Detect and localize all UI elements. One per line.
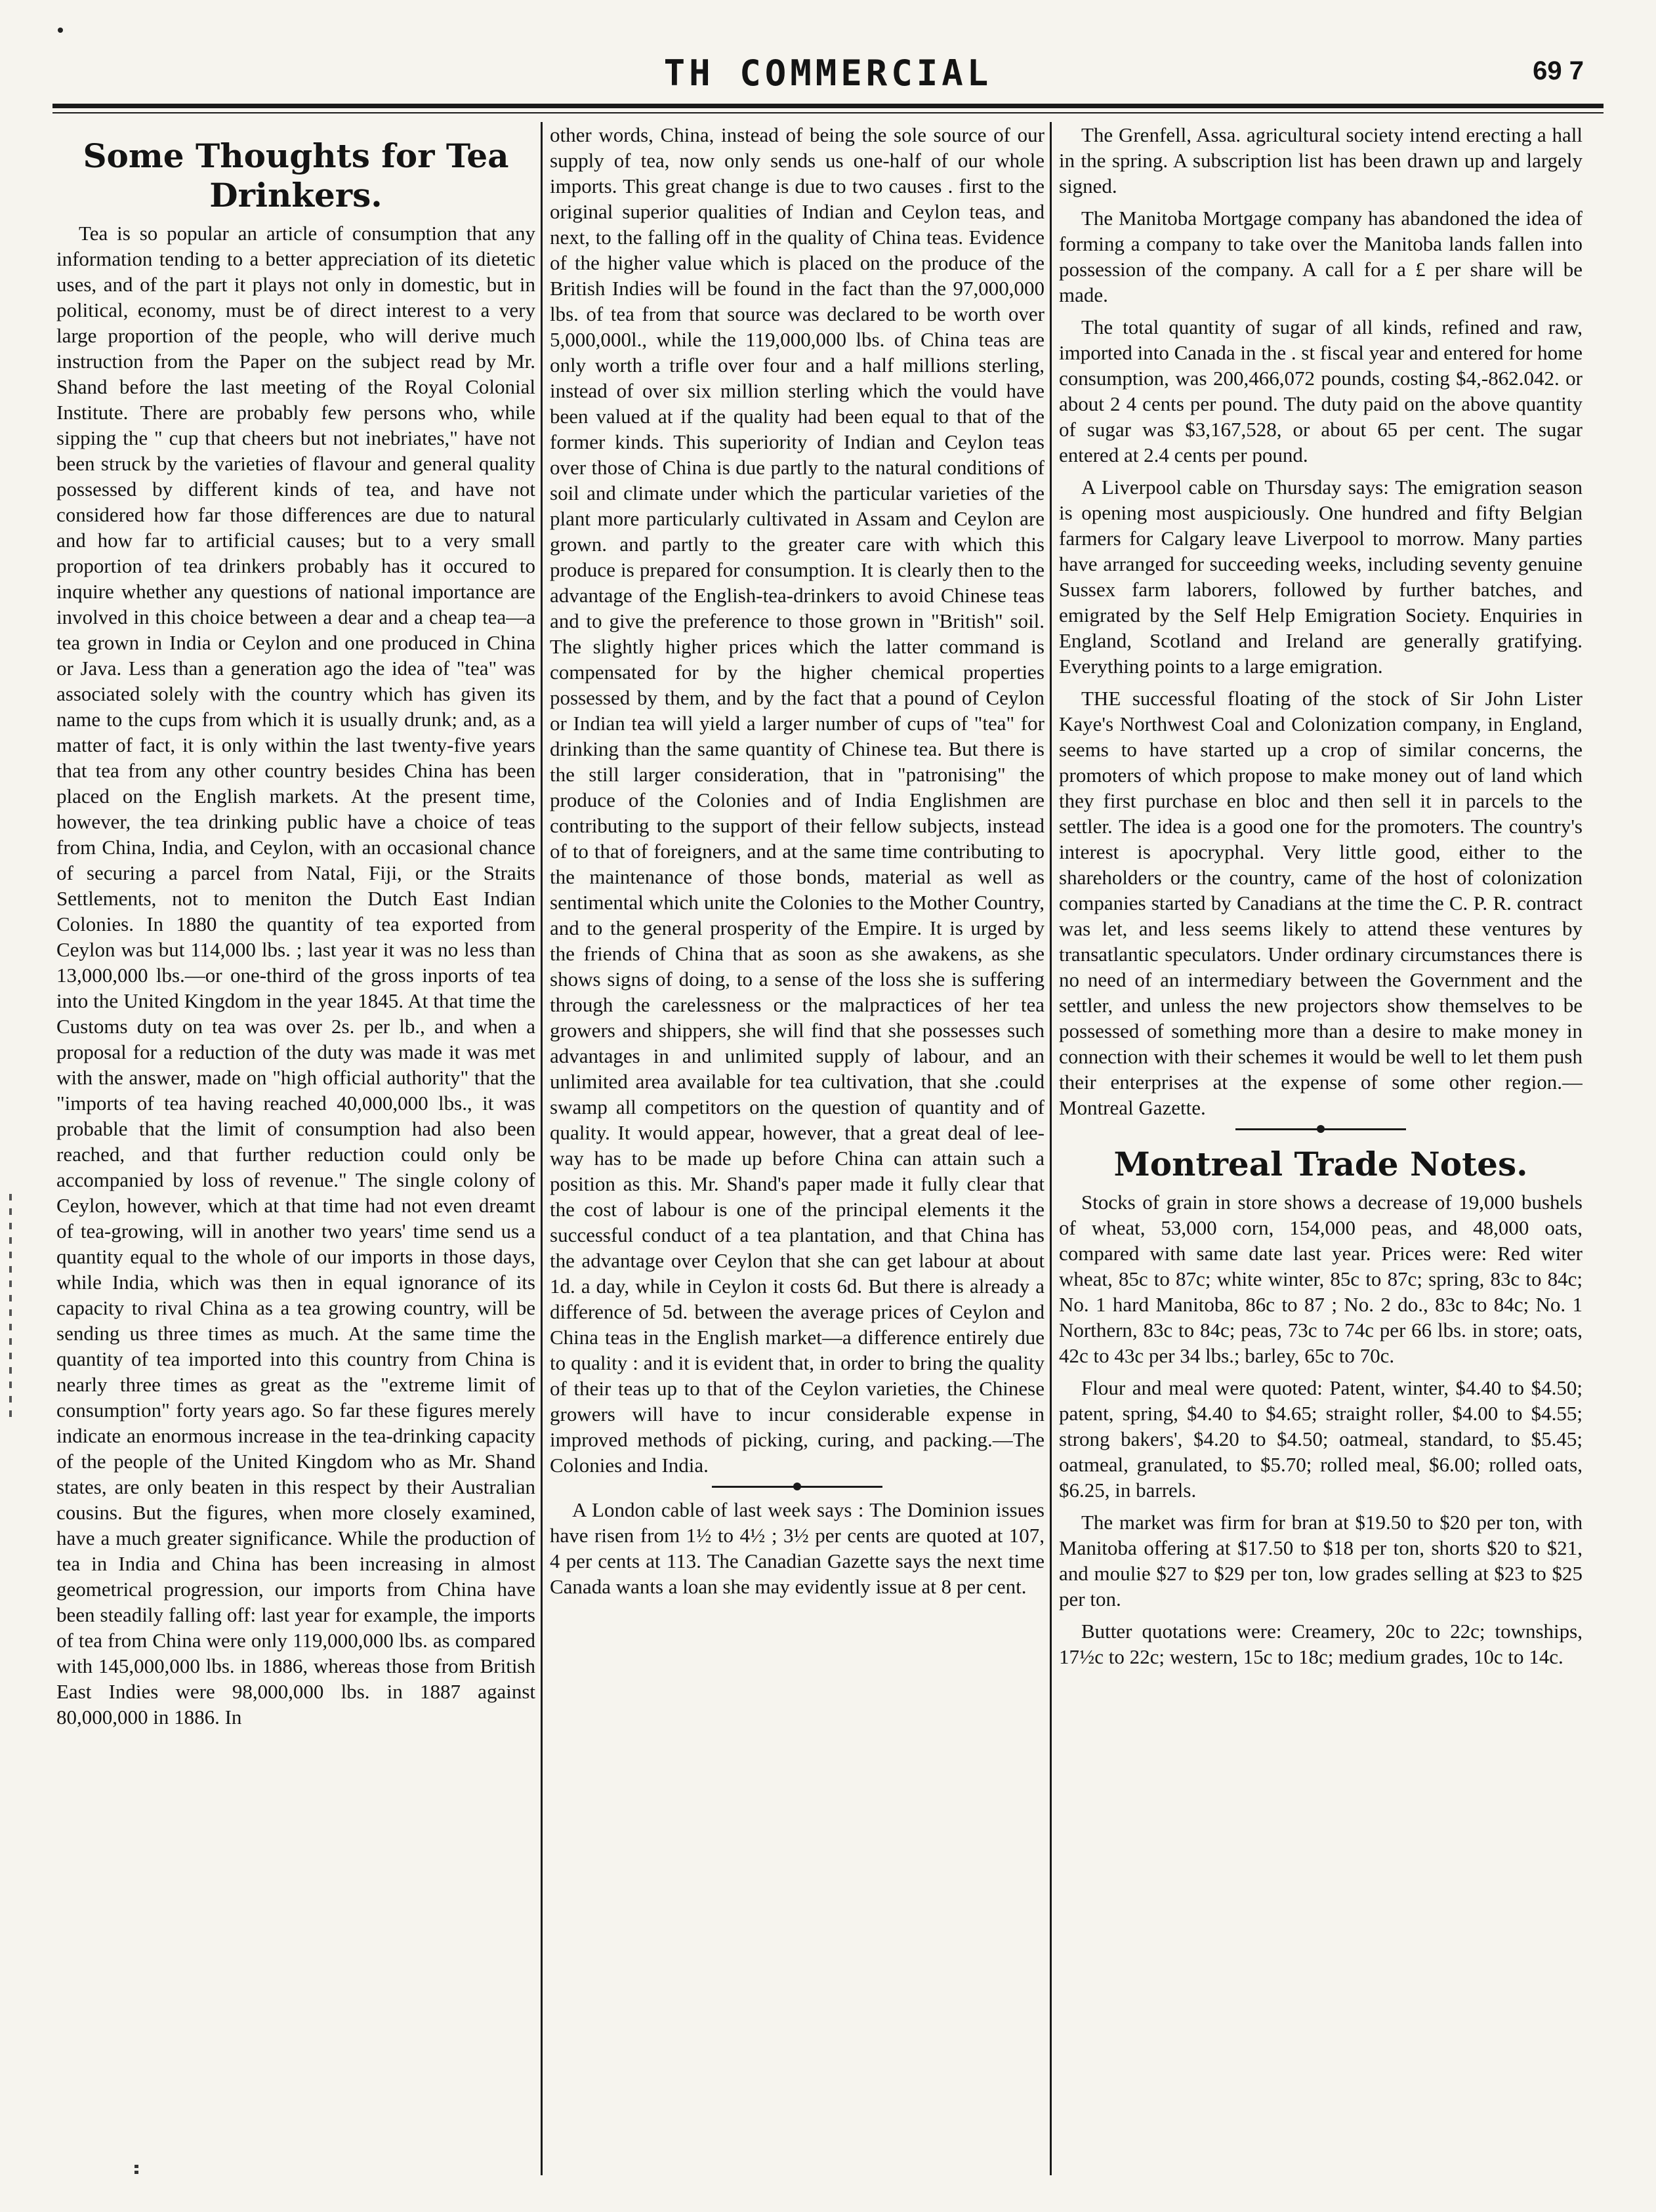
footer-mark [135,2165,138,2177]
column-2 [550,122,1045,2175]
trade-paragraph: Flour and meal were quoted: Patent, winter, $4.40 to $4.50; patent, spring, $4.40 to $4.65; straight roller, $4.00 to $4.55; strong bakers', $4.20 to $4.50; oatmeal, standard, to $5.45; oatmeal, granulated, to $5.70; rolled meal, $6.00; rolled oats, $6.25, in barrels. [1059,1376,1583,1502]
news-paragraph: A Liverpool cable on Thursday says: The emigration season is opening most auspiciously. One hundred and fifty Belgian farmers for Calgary leave Liverpool to morrow. Many parties have arranged for succeeding weeks, including seventy genuine Sussex farm laborers, followed by further batches, and emigrated by the Self Help Emigration Society. Enquiries in England, Scotland and Ireland are generally gratifying. Everything points to a large emigration. [1059,476,1583,678]
article-paragraph: Tea is so popular an article of consumption that any information tending to a better appreciation of its dietetic uses, and of the part it plays not only in domestic, but in political, economy, must be of direct interest to a very large proportion of the people, who will derive much instruction from the Paper on the subject read by Mr. Shand before the last meeting of the Royal Colonial Institute. There are probably few persons who, while sipping the " cup that cheers but not inebriates," have not been struck by the varieties of flavour and general quality possessed by different kinds of tea, and have not considered how far those differences are due to natural and how far to artificial causes; but to a very small proportion of tea drinkers probably has it occured to inquire whether any questions of national importance are involved in this choice between a dear and a cheap tea—a tea grown in India or Ceylon and one produced in China or Java. Less than a generation ago the idea of "tea" was associated solely with the country which has given its name to the cups from which it is usually drunk; and, as a matter of fact, it is only within the last twenty-five years that tea from any other country besides China has been placed on the English markets. At the present time, however, the tea drinking public have a choice of teas from China, India, and Ceylon, with an occasional chance of securing a parcel from Natal, Fiji, or the Straits Settlements, not to meniton the Dutch East Indian Colonies. In 1880 the quantity of tea exported from Ceylon was but 114,000 lbs. ; last year it was no less than 13,000,000 lbs.—or one-third of the gross inports of tea into the United Kingdom in the year 1845. At that time the Customs duty on tea was over 2s. per lb., and when a proposal for a reduction of the duty was made it was met with the answer, made on "high official authority" that the "imports of tea having reached 40,000,000 lbs., it was probable that the limit of consumption had also been reached, and that further reduction could only be accompanied by loss of revenue." The single colony of Ceylon, however, which at that time had not even dreamt of tea-growing, will in another two years' time send us a quantity equal to the whole of our imports in those days, while India, which was then in equal ignorance of its capacity to rival China as a tea growing country, will be sending us three times as much. At the same time the quantity of tea imported into this country from China is nearly three times as great as the "extreme limit of consumption" forty years ago. So far these figures merely indicate an enormous increase in the tea-drinking capacity of the people of the United Kingdom who as Mr. Shand states, are only beaten in this respect by their Australian cousins. But the figures, when more closely examined, have a much greater significance. While the production of tea in India and China has been increasing in almost geometrical progression, our imports from China have been steadily falling off: last year for example, the imports of tea from China were only 119,000,000 lbs. as compared with 145,000,000 lbs. in 1886, whereas those from British East Indies were 98,000,000 lbs. in 1887 against 80,000,000 in 1886. In [56,222,535,1729]
running-title: TH COMMERCIAL [663,52,993,94]
article-paragraph: A London cable of last week says : The Dominion issues have risen from 1½ to 4½ ; 3½ per cents are quoted at 107, 4 per cents at 113. The Canadian Gazette says the next time Canada wants a loan she may evidently issue at 8 per cent. [550,1498,1045,1598]
section-separator [1235,1128,1406,1130]
news-paragraph: The total quantity of sugar of all kinds, refined and raw, imported into Canada in the . st fiscal year and entered for home consumption, was 200,466,072 pounds, costing $4,-862.042. or about 2 4 cents per pound. The duty paid on the above quantity of sugar was $3,167,528, or about 65 per cent. The sugar entered at 2.4 cents per pound. [1059,316,1583,466]
scan-edge-mark [9,1194,12,1417]
header-rule-thin [52,112,1604,113]
trade-paragraph: The market was firm for bran at $19.50 to $20 per ton, with Manitoba offering at $17.50 to $18 per ton, shorts $20 to $21, and moulie $27 to $29 per ton, low grades selling at $23 to $25 per ton. [1059,1511,1583,1610]
news-paragraph: The Manitoba Mortgage company has abandoned the idea of forming a company to take over the Manitoba lands fallen into possession of the company. A call for a £ per share will be made. [1059,207,1583,306]
news-paragraph: THE successful floating of the stock of Sir John Lister Kaye's Northwest Coal and Colonization company, in England, seems to have started up a crop of similar concerns, the promoters of which propose to make money out of land which they first purchase en bloc and then sell it in parcels to the settler. The idea is a good one for the promoters. The country's interest is apocryphal. Very little good, either to the shareholders or the country, came of the host of colonization companies started by Canadians at the time the C. P. R. contract was let, and less seems likely to attend these ventures by transatlantic speculators. Under ordinary circumstances there is no need of an intermediary between the Government and the settler, and unless the new projectors show themselves to be possessed of something more than a desire to make money in connection with their schemes it would be well to let them push their enterprises at the expense of some other region.—Montreal Gazette. [1059,687,1583,1119]
column-1 [56,122,535,2175]
column-rule-2 [1050,122,1052,2175]
article-heading-tea: Some Thoughts for Tea Drinkers. [83,136,509,215]
trade-paragraph: Stocks of grain in store shows a decrease of 19,000 bushels of wheat, 53,000 corn, 154,000 peas, and 48,000 oats, compared with same date last year. Prices were: Red witer wheat, 85c to 87c; white winter, 85c to 87c; spring, 83c to 84c; No. 1 hard Manitoba, 86c to 87 ; No. 2 do., 83c to 84c; No. 1 Northern, 83c to 84c; peas, 73c to 74c per 66 lbs. in store; oats, 42c to 43c per 34 lbs.; barley, 65c to 70c. [1059,1191,1583,1367]
column-3 [1059,122,1583,2175]
news-paragraph: The Grenfell, Assa. agricultural society intend erecting a hall in the spring. A subscription list has been drawn up and largely signed. [1059,123,1583,197]
trade-paragraph: Butter quotations were: Creamery, 20c to 22c; townships, 17½c to 22c; western, 15c to 18c; medium grades, 10c to 14c. [1059,1620,1583,1668]
article-heading-montreal: Montreal Trade Notes. [1113,1145,1528,1183]
article-paragraph: other words, China, instead of being the sole source of our supply of tea, now only sends us one-half of our whole imports. This great change is due to two causes . first to the original superior qualities of Indian and Ceylon teas, and next, to the falling off in the quality of China teas. Evidence of the higher value which is placed on the produce of the British Indies will be found in the fact than the 97,000,000 lbs. of tea from that source was declared to be worth over 5,000,000l., while the 119,000,000 lbs. of China teas are only worth a trifle over four and a half millions sterling, instead of over six million sterling which the vould have been valued at if the quality had been equal to that of the former kinds. This superiority of Indian and Ceylon teas over those of China is due partly to the natural conditions of soil and climate under which the particular varieties of the plant more particularly cultivated in Assam and Ceylon are grown. and partly to the greater care with which this produce is prepared for consumption. It is clearly then to the advantage of the English-tea-drinkers to avoid Chinese teas and to give the preference to those grown in "British" soil. The slightly higher prices which the latter command is compensated for by the higher chemical properties possessed by them, and by the fact that a pound of Ceylon or Indian tea will yield a larger number of cups of "tea" for drinking than the same quantity of Chinese tea. But there is the still larger consideration, that in "patronising" the produce of the Colonies and of India Englishmen are contributing to the support of their fellow subjects, instead of to that of foreigners, and at the same time contributing to the maintenance of those bonds, material as well as sentimental which unite the Colonies to the Mother Country, and to the general prosperity of the Empire. It is urged by the friends of China that as soon as she awakens, as she shows signs of doing, to a sense of the loss she is suffering through the carelessness or the malpractices of her tea growers and shippers, she will find that she possesses such advantages in and unlimited supply of labour, and an unlimited area available for tea cultivation, that she .could swamp all competitors on the question of quantity and of quality. It would appear, however, that a great deal of lee-way has to be made up before China can attain such a position as this. Mr. Shand's paper made it fully clear that the cost of labour is one of the principal elements it the successful conduct of a tea plantation, and that China has the advantage over Ceylon that she can get labour at about 1d. a day, while in Ceylon it costs 6d. But there is already a difference of 5d. between the average prices of Ceylon and China teas in the English market—a difference entirely due to quality : and it is evident that, in order to bring the quality of their teas up to that of the Ceylon varieties, the Chinese growers will have to incur considerable expense in improved methods of picking, curing, and packing.—The Colonies and India. [550,123,1045,1477]
header-rule-thick [52,104,1604,108]
page-number: 69 7 [1533,56,1584,85]
printer-dot-mark [58,28,63,33]
column-rule-1 [541,122,543,2175]
section-separator [712,1486,882,1488]
